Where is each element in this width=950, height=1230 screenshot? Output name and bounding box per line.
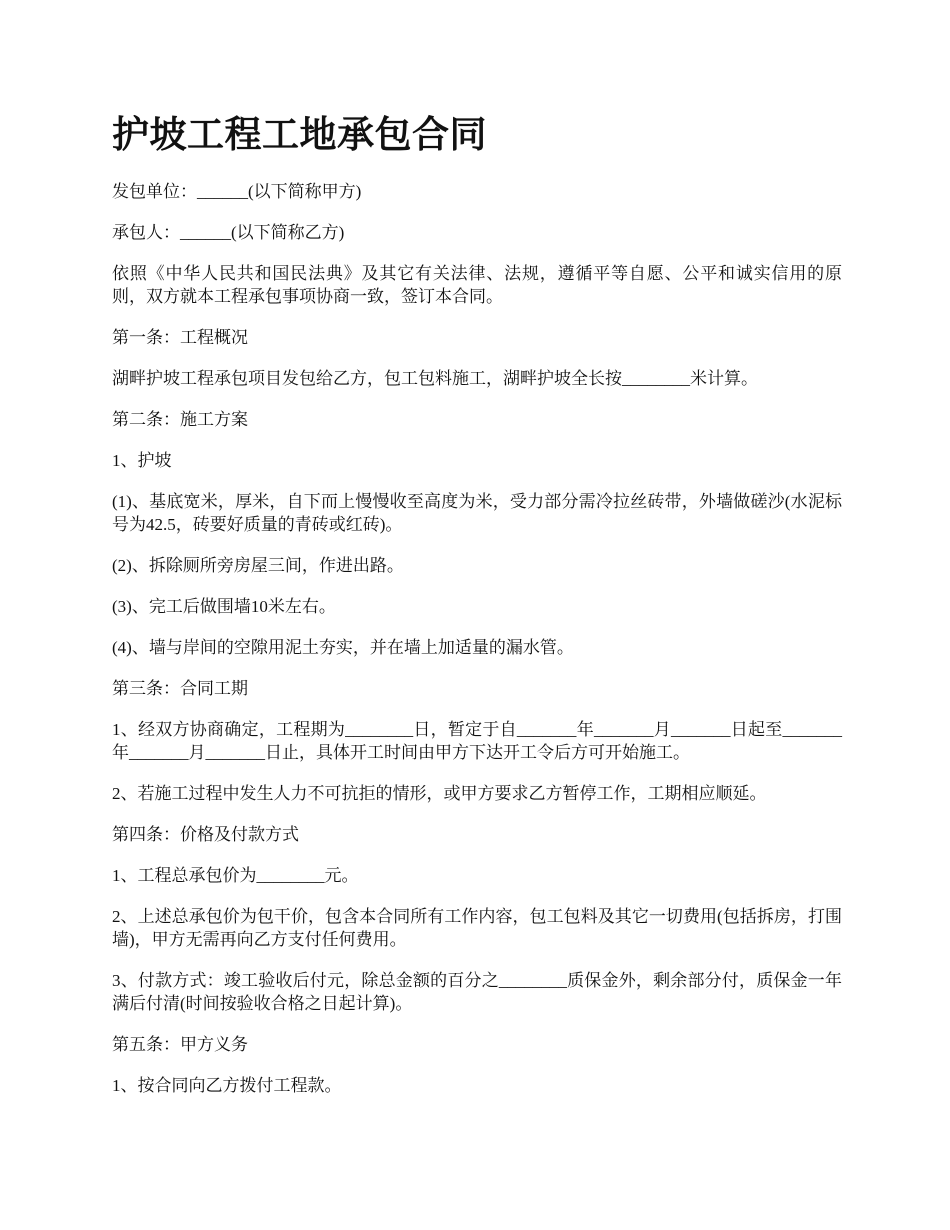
document-page	[112, 112, 842, 1115]
article-2-heading: 第二条：施工方案	[112, 410, 248, 429]
item-3-wall: (3)、完工后做围墙10米左右。	[112, 597, 336, 616]
section-slope-protection: 1、护坡	[112, 451, 172, 470]
obligation-clause-1: 1、按合同向乙方拨付工程款。	[112, 1076, 342, 1095]
article-5-heading: 第五条：甲方义务	[112, 1035, 248, 1054]
price-clause-2: 2、上述总承包价为包干价，包含本合同所有工作内容，包工包料及其它一切费用(包括拆房，打围墙)，甲方无需再向乙方支付任何费用。	[112, 907, 842, 949]
price-clause-3: 3、付款方式：竣工验收后付元，除总金额的百分之________质保金外，剩余部分付，质保金一年满后付清(时间按验收合格之日起计算)。	[112, 971, 842, 1013]
preamble-paragraph: 依照《中华人民共和国民法典》及其它有关法律、法规，遵循平等自愿、公平和诚实信用的原则，双方就本工程承包事项协商一致，签订本合同。	[112, 264, 842, 306]
article-4-heading: 第四条：价格及付款方式	[112, 825, 299, 844]
schedule-clause-1: 1、经双方协商确定，工程期为________日，暂定于自_______年_______月_______日起至_______年_______月_______日止，具体开工时间由甲方下达开工令后方可开始施工。	[112, 720, 842, 762]
party-b-line: 承包人：______(以下简称乙方)	[112, 223, 345, 242]
document-title: 护坡工程工地承包合同	[112, 115, 487, 156]
item-4-backfill: (4)、墙与岸间的空隙用泥土夯实，并在墙上加适量的漏水管。	[112, 638, 574, 657]
item-1-foundation: (1)、基底宽米，厚米，自下而上慢慢收至高度为米，受力部分需冷拉丝砖带，外墙做磋沙(水泥标号为42.5，砖要好质量的青砖或红砖)。	[112, 492, 842, 534]
article-3-heading: 第三条：合同工期	[112, 679, 248, 698]
price-clause-1: 1、工程总承包价为________元。	[112, 866, 359, 885]
item-2-demolition: (2)、拆除厕所旁房屋三间，作进出路。	[112, 556, 404, 575]
article-1-text: 湖畔护坡工程承包项目发包给乙方，包工包料施工，湖畔护坡全长按________米计算。	[112, 369, 758, 388]
article-1-heading: 第一条：工程概况	[112, 328, 248, 347]
schedule-clause-2: 2、若施工过程中发生人力不可抗拒的情形，或甲方要求乙方暂停工作，工期相应顺延。	[112, 784, 767, 803]
document-body	[112, 180, 842, 1097]
party-a-line: 发包单位：______(以下简称甲方)	[112, 182, 362, 201]
